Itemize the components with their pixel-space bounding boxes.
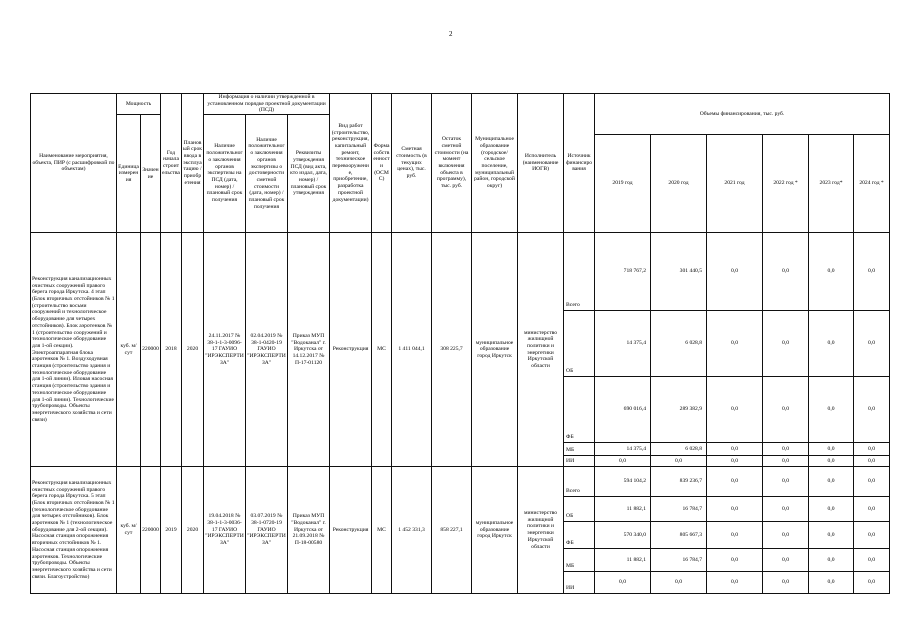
funding-source: ИИ	[564, 456, 595, 467]
header-psd-reliability: Наличие положительного заключения органов экспертизы о достоверности сметной стоимости (дата, номер) / плановый срок получения	[246, 115, 288, 233]
funding-value: 11 882,1	[595, 497, 651, 522]
funding-value: 0,0	[809, 456, 854, 467]
header-remaining: Остаток сметной стоимости (на момент включения объекта в программу), тыс. руб.	[432, 94, 472, 233]
header-power-unit: Единица измерения	[117, 115, 141, 233]
header-psd-details: Реквизиты утверждения ПСД (вид акта, кто издал, дата, номер) / плановый срок утверждения	[288, 115, 330, 233]
project-unit: куб. м/сут	[117, 467, 141, 594]
project-remaining: 308 225,7	[432, 233, 472, 467]
funding-value: 0,0	[763, 311, 809, 377]
funding-value: 0,0	[854, 443, 890, 456]
project-details: Приказ МУП "Водоканал" г. Иркутска от 21.09.2018 № П-18-00580	[288, 467, 330, 594]
funding-source: ОБ	[564, 311, 595, 377]
header-year: 2021 год	[707, 135, 763, 233]
funding-value: 0,0	[707, 233, 763, 311]
funding-value: 0,0	[707, 456, 763, 467]
funding-value: 11 882,1	[595, 549, 651, 572]
project-plan: 2020	[182, 467, 204, 594]
project-ownership: МС	[372, 233, 392, 467]
funding-value: 0,0	[854, 522, 890, 549]
header-cost: Сметная стоимость (в текущих ценах), тыс. руб.	[392, 94, 432, 233]
funding-source: Всего	[564, 233, 595, 311]
header-year: 2023 год*	[809, 135, 854, 233]
project-plan: 2020	[182, 233, 204, 467]
project-start: 2018	[161, 233, 182, 467]
project-value: 220000	[141, 233, 161, 467]
funding-value: 0,0	[707, 522, 763, 549]
project-work: Реконструкция	[330, 467, 372, 594]
funding-value: 301 440,5	[651, 233, 707, 311]
funding-value: 0,0	[651, 572, 707, 594]
page-number: 2	[449, 30, 453, 38]
funding-value: 0,0	[763, 497, 809, 522]
funding-value: 6 028,8	[651, 443, 707, 456]
funding-value: 690 016,4	[595, 377, 651, 443]
project-details: Приказ МУП "Водоканал" г. Иркутска от 14.12.2017 № П-17-01120	[288, 233, 330, 467]
funding-source: ИИ	[564, 572, 595, 594]
funding-value: 0,0	[707, 443, 763, 456]
project-municipality: муниципальное образование город Иркутск	[472, 467, 518, 594]
project-municipality: муниципальное образование город Иркутск	[472, 233, 518, 467]
header-work-type: Вид работ (строительство, реконструкция, капитальный ремонт, техническое перевооружение, приобретение, разработка проектной документации)	[330, 94, 372, 233]
header-power-value: Значение	[141, 115, 161, 233]
header-year: 2024 год *	[854, 135, 890, 233]
header-municipality: Муниципальное образование (городское/сельское поселение, муниципальный район, городской округ)	[472, 94, 518, 233]
funding-value: 0,0	[763, 456, 809, 467]
project-value: 220000	[141, 467, 161, 594]
project-unit: куб. м/сут	[117, 233, 141, 467]
funding-value: 0,0	[707, 549, 763, 572]
funding-value: 0,0	[809, 377, 854, 443]
funding-value: 14 375,4	[595, 311, 651, 377]
funding-value: 718 767,2	[595, 233, 651, 311]
funding-value: 0,0	[763, 233, 809, 311]
project-executor: министерство жилищной политики и энергетики Иркутской области	[518, 233, 564, 467]
funding-source: ОБ	[564, 497, 595, 522]
funding-value: 0,0	[854, 497, 890, 522]
funding-source: МБ	[564, 549, 595, 572]
funding-value: 0,0	[651, 456, 707, 467]
funding-value: 0,0	[854, 311, 890, 377]
header-executor: Исполнитель (наименование ИОГВ)	[518, 94, 564, 233]
funding-value: 16 784,7	[651, 549, 707, 572]
project-ownership: МС	[372, 467, 392, 594]
funding-value: 0,0	[707, 572, 763, 594]
header-psd-group: Информация о наличии утвержденной в установленном порядке проектной документации (ПСД)	[204, 94, 330, 115]
funding-value: 839 236,7	[651, 467, 707, 497]
funding-source: Всего	[564, 467, 595, 497]
funding-value: 0,0	[854, 233, 890, 311]
funding-value: 0,0	[763, 377, 809, 443]
funding-value: 0,0	[854, 456, 890, 467]
funding-source: ФБ	[564, 377, 595, 443]
project-expertise: 24.11.2017 № 38-1-1-3-0096-17 ГАУИО "ИРЭКСПЕРТИЗА"	[204, 233, 246, 467]
funding-value: 289 382,9	[651, 377, 707, 443]
funding-value: 0,0	[854, 549, 890, 572]
project-work: Реконструкция	[330, 233, 372, 467]
header-funding: Объемы финансирования, тыс. руб.	[595, 94, 890, 135]
funding-value: 594 104,2	[595, 467, 651, 497]
project-remaining: 858 227,1	[432, 467, 472, 594]
funding-value: 16 784,7	[651, 497, 707, 522]
funding-value: 6 028,8	[651, 311, 707, 377]
funding-value: 0,0	[707, 311, 763, 377]
funding-value: 0,0	[854, 467, 890, 497]
table-row	[31, 467, 890, 497]
funding-value: 0,0	[854, 572, 890, 594]
funding-value: 0,0	[595, 456, 651, 467]
funding-value: 0,0	[809, 549, 854, 572]
project-expertise: 19.04.2018 № 38-1-1-3-0036-17 ГАУИО "ИРЭКСПЕРТИЗА"	[204, 467, 246, 594]
header-year: 2022 год *	[763, 135, 809, 233]
project-cost: 1 452 331,3	[392, 467, 432, 594]
funding-value: 0,0	[595, 572, 651, 594]
header-ownership: Форма собственности (ОСМС)	[372, 94, 392, 233]
funding-value: 0,0	[809, 233, 854, 311]
funding-value: 0,0	[707, 377, 763, 443]
funding-value: 0,0	[809, 311, 854, 377]
funding-table	[30, 93, 890, 594]
funding-value: 0,0	[707, 497, 763, 522]
header-year: 2020 год	[651, 135, 707, 233]
project-cost: 1 411 044,1	[392, 233, 432, 467]
project-reliability: 03.07.2019 № 38-1-0720-19 ГАУИО "ИРЭКСПЕРТИЗА"	[246, 467, 288, 594]
table-row	[31, 233, 890, 311]
funding-value: 0,0	[763, 443, 809, 456]
funding-value: 0,0	[707, 467, 763, 497]
header-power: Мощность	[117, 94, 161, 115]
funding-value: 570 340,0	[595, 522, 651, 549]
funding-value: 14 375,4	[595, 443, 651, 456]
header-source: Источник финансирования	[564, 94, 595, 233]
project-reliability: 02.04.2019 № 38-1-0420-19 ГАУИО "ИРЭКСПЕРТИЗА"	[246, 233, 288, 467]
funding-value: 0,0	[809, 443, 854, 456]
funding-value: 0,0	[763, 522, 809, 549]
project-name: Реконструкция канализационных очистных сооружений правого берега города Иркутска. 4 этап (Блок вторичных отстойников № 1 (строительство восьми сооружений и технологическое оборудование для четырех отстойников). Блок аэротенков № 1 (строительство сооружений и технологическое оборудование для 1-ой секции). Электроаппаратная блока аэротенков № 1. Воздуходувная станция (строительство здания и технологическое оборудование для 1-ой линии). Иловая насосная станция (строительство здания и технологическое оборудование для 1-ой линии). Технологические трубопроводы. Объекты энергетического хозяйства и сети связи)	[31, 233, 117, 467]
project-name: Реконструкция канализационных очистных сооружений правого берега города Иркутска. 5 этап (Блок вторичных отстойников № 1 (технологическое оборудование для четырех отстойников). Блок аэротенков № 1 (технологическое оборудование для 2-ой секции). Насосная станция опорожнения вторичных отстойников № 1. Насосная станция опорожнения аэротенков. Технологические трубопроводы. Объекты энергетического хозяйства и сети связи. Благоустройство)	[31, 467, 117, 594]
funding-source: МБ	[564, 443, 595, 456]
funding-value: 0,0	[854, 377, 890, 443]
header-psd-expertise: Наличие положительного заключения органов экспертизы на ПСД (дата, номер) / плановый срок получения	[204, 115, 246, 233]
header-year: 2019 год	[595, 135, 651, 233]
project-executor: министерство жилищной политики и энергетики Иркутской области	[518, 467, 564, 594]
funding-value: 0,0	[809, 572, 854, 594]
project-start: 2019	[161, 467, 182, 594]
header-name: Наименование мероприятия, объекта, ПИР (с расшифровкой по объектам)	[31, 94, 117, 233]
funding-value: 0,0	[809, 497, 854, 522]
funding-value: 0,0	[763, 467, 809, 497]
header-start-year: Год начала строительства	[161, 94, 182, 233]
funding-value: 805 667,3	[651, 522, 707, 549]
funding-value: 0,0	[763, 549, 809, 572]
funding-value: 0,0	[763, 572, 809, 594]
header-plan-year: Плановый срок ввода в эксплуатацию / приобретения	[182, 94, 204, 233]
funding-value: 0,0	[809, 522, 854, 549]
funding-value: 0,0	[809, 467, 854, 497]
funding-source: ФБ	[564, 522, 595, 549]
